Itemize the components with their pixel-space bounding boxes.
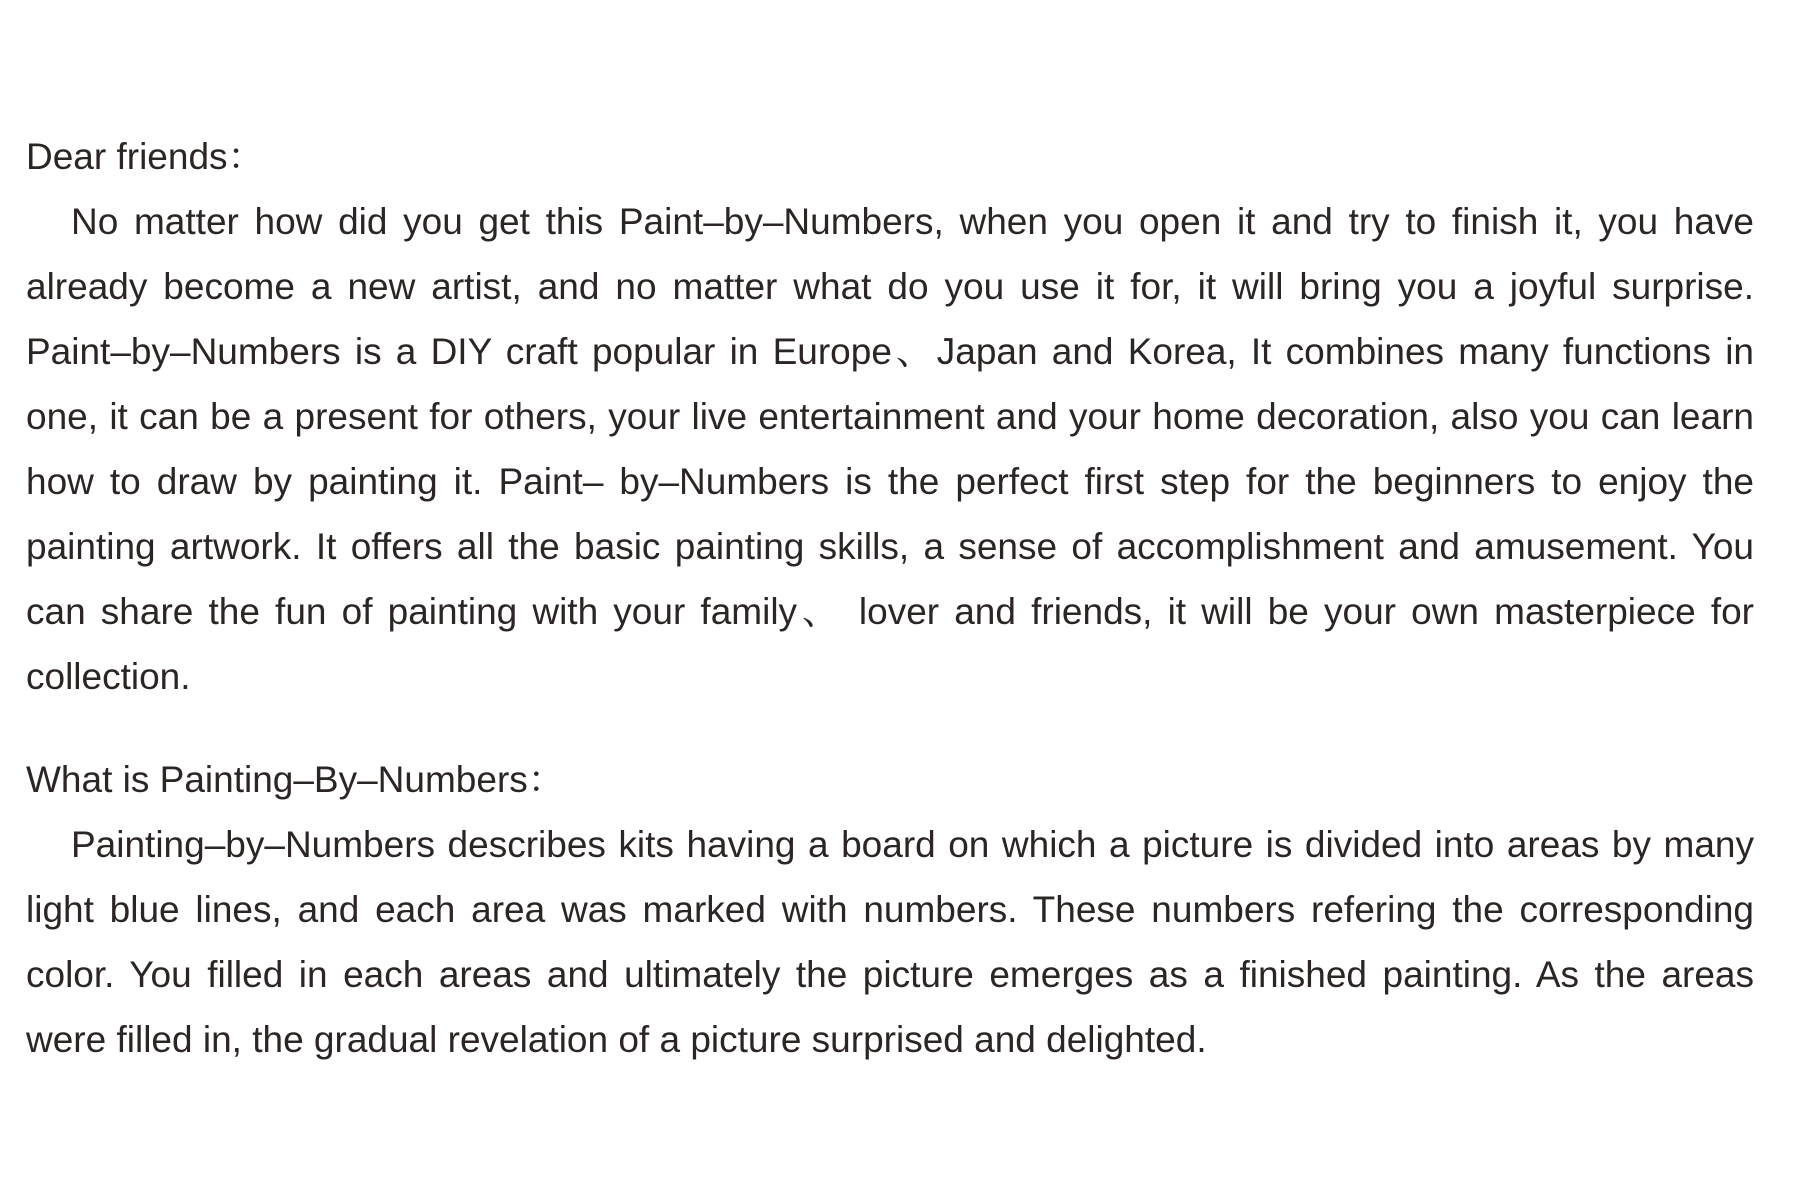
letter-page [26, 124, 1786, 1072]
section-paragraph: Painting–by–Numbers describes kits having a board on which a picture is divided into areas by many light blue lines, and each area was marked with numbers. These numbers refering the corresponding color. You filled in each areas and ultimately the picture emerges as a finished painting. As the areas were filled in, the gradual revelation of a picture surprised and delighted. [26, 824, 1754, 1060]
section-heading: What is Painting–By–Numbers： [26, 759, 565, 800]
section-gap [26, 709, 1786, 747]
intro-paragraph: No matter how did you get this Paint–by–Numbers, when you open it and try to finish it, you have already become a new artist, and no matter what do you use it for, it will bring you a joyful surprise. Paint–by–Numbers is a DIY craft popular in Europe、Japan and Korea, It combines many functions in one, it can be a present for others, your live entertainment and your home decoration, also you can learn how to draw by painting it. Paint– by–Numbers is the perfect first step for the beginners to enjoy the painting artwork. It offers all the basic painting skills, a sense of accomplishment and amusement. You can share the fun of painting with your family、 lover and friends, it will be your own masterpiece for collection. [26, 201, 1754, 697]
greeting-heading: Dear friends： [26, 136, 265, 177]
